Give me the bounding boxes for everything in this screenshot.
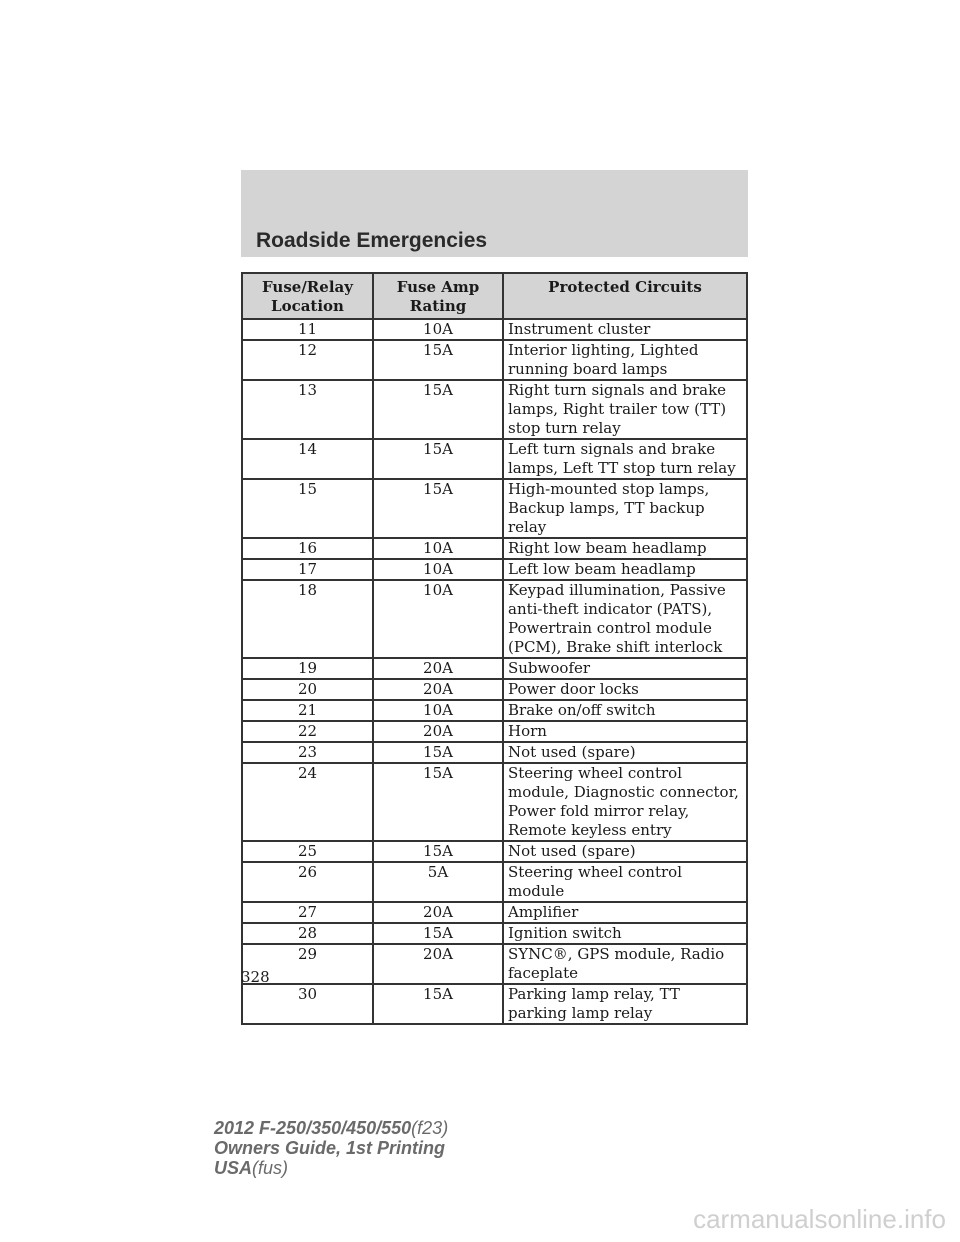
protected-circuits-cell: Horn xyxy=(503,721,747,742)
fuse-location-cell: 23 xyxy=(242,742,373,763)
table-row xyxy=(242,559,747,580)
table-row xyxy=(242,841,747,862)
table-row xyxy=(242,439,747,479)
fuse-location-cell: 22 xyxy=(242,721,373,742)
fuse-amp-cell: 10A xyxy=(373,538,503,559)
fuse-location-cell: 17 xyxy=(242,559,373,580)
protected-circuits-cell: Left turn signals and brake lamps, Left TT stop turn relay xyxy=(503,439,747,479)
fuse-table xyxy=(241,272,748,1025)
protected-circuits-cell: Not used (spare) xyxy=(503,742,747,763)
column-header-location: Fuse/Relay Location xyxy=(242,273,373,319)
column-header-circuits: Protected Circuits xyxy=(503,273,747,319)
table-row xyxy=(242,380,747,439)
protected-circuits-cell: Right low beam headlamp xyxy=(503,538,747,559)
protected-circuits-cell: Steering wheel control module xyxy=(503,862,747,902)
protected-circuits-cell: Parking lamp relay, TT parking lamp relay xyxy=(503,984,747,1024)
fuse-amp-cell: 20A xyxy=(373,721,503,742)
table-row xyxy=(242,658,747,679)
fuse-amp-cell: 15A xyxy=(373,380,503,439)
document-footer xyxy=(214,1118,448,1178)
fuse-location-cell: 21 xyxy=(242,700,373,721)
protected-circuits-cell: SYNC®, GPS module, Radio faceplate xyxy=(503,944,747,984)
protected-circuits-cell: Ignition switch xyxy=(503,923,747,944)
protected-circuits-cell: Right turn signals and brake lamps, Right trailer tow (TT) stop turn relay xyxy=(503,380,747,439)
fuse-amp-cell: 15A xyxy=(373,340,503,380)
footer-line-model: 2012 F-250/350/450/550(f23) xyxy=(214,1118,449,1138)
table-row xyxy=(242,479,747,538)
table-row xyxy=(242,862,747,902)
table-row xyxy=(242,984,747,1024)
table-row xyxy=(242,538,747,559)
table-row xyxy=(242,742,747,763)
table-row xyxy=(242,902,747,923)
table-row xyxy=(242,700,747,721)
fuse-amp-cell: 15A xyxy=(373,984,503,1024)
table-row xyxy=(242,340,747,380)
fuse-amp-cell: 10A xyxy=(373,319,503,340)
column-header-amp: Fuse Amp Rating xyxy=(373,273,503,319)
fuse-location-cell: 25 xyxy=(242,841,373,862)
fuse-amp-cell: 15A xyxy=(373,923,503,944)
fuse-location-cell: 15 xyxy=(242,479,373,538)
table-row xyxy=(242,580,747,658)
fuse-amp-cell: 15A xyxy=(373,439,503,479)
fuse-location-cell: 13 xyxy=(242,380,373,439)
protected-circuits-cell: Left low beam headlamp xyxy=(503,559,747,580)
fuse-location-cell: 18 xyxy=(242,580,373,658)
protected-circuits-cell: Brake on/off switch xyxy=(503,700,747,721)
section-title: Roadside Emergencies xyxy=(256,229,488,252)
fuse-amp-cell: 5A xyxy=(373,862,503,902)
fuse-location-cell: 27 xyxy=(242,902,373,923)
fuse-location-cell: 26 xyxy=(242,862,373,902)
fuse-amp-cell: 15A xyxy=(373,742,503,763)
fuse-location-cell: 11 xyxy=(242,319,373,340)
fuse-location-cell: 30 xyxy=(242,984,373,1024)
table-row xyxy=(242,944,747,984)
watermark: carmanualsonline.info xyxy=(693,1204,946,1234)
footer-line-region: USA(fus) xyxy=(214,1158,289,1178)
fuse-amp-cell: 15A xyxy=(373,763,503,841)
table-header-row xyxy=(242,273,747,319)
page-number: 328 xyxy=(241,968,270,986)
protected-circuits-cell: Subwoofer xyxy=(503,658,747,679)
protected-circuits-cell: Instrument cluster xyxy=(503,319,747,340)
fuse-location-cell: 29 xyxy=(242,944,373,984)
protected-circuits-cell: Not used (spare) xyxy=(503,841,747,862)
fuse-amp-cell: 20A xyxy=(373,902,503,923)
footer-line-printing: Owners Guide, 1st Printing xyxy=(214,1138,446,1158)
fuse-amp-cell: 20A xyxy=(373,658,503,679)
fuse-location-cell: 16 xyxy=(242,538,373,559)
fuse-location-cell: 24 xyxy=(242,763,373,841)
fuse-amp-cell: 10A xyxy=(373,700,503,721)
protected-circuits-cell: Amplifier xyxy=(503,902,747,923)
fuse-amp-cell: 15A xyxy=(373,479,503,538)
fuse-location-cell: 14 xyxy=(242,439,373,479)
fuse-location-cell: 19 xyxy=(242,658,373,679)
fuse-amp-cell: 10A xyxy=(373,559,503,580)
protected-circuits-cell: Keypad illumination, Passive anti-theft indicator (PATS), Powertrain control module (PCM), Brake shift interlock xyxy=(503,580,747,658)
protected-circuits-cell: Steering wheel control module, Diagnostic connector, Power fold mirror relay, Remote keyless entry xyxy=(503,763,747,841)
table-row xyxy=(242,319,747,340)
protected-circuits-cell: Power door locks xyxy=(503,679,747,700)
protected-circuits-cell: Interior lighting, Lighted running board lamps xyxy=(503,340,747,380)
fuse-location-cell: 20 xyxy=(242,679,373,700)
table-row xyxy=(242,923,747,944)
fuse-amp-cell: 15A xyxy=(373,841,503,862)
fuse-amp-cell: 10A xyxy=(373,580,503,658)
fuse-amp-cell: 20A xyxy=(373,679,503,700)
table-row xyxy=(242,679,747,700)
fuse-location-cell: 12 xyxy=(242,340,373,380)
fuse-location-cell: 28 xyxy=(242,923,373,944)
protected-circuits-cell: High-mounted stop lamps, Backup lamps, TT backup relay xyxy=(503,479,747,538)
fuse-amp-cell: 20A xyxy=(373,944,503,984)
table-row xyxy=(242,721,747,742)
table-row xyxy=(242,763,747,841)
